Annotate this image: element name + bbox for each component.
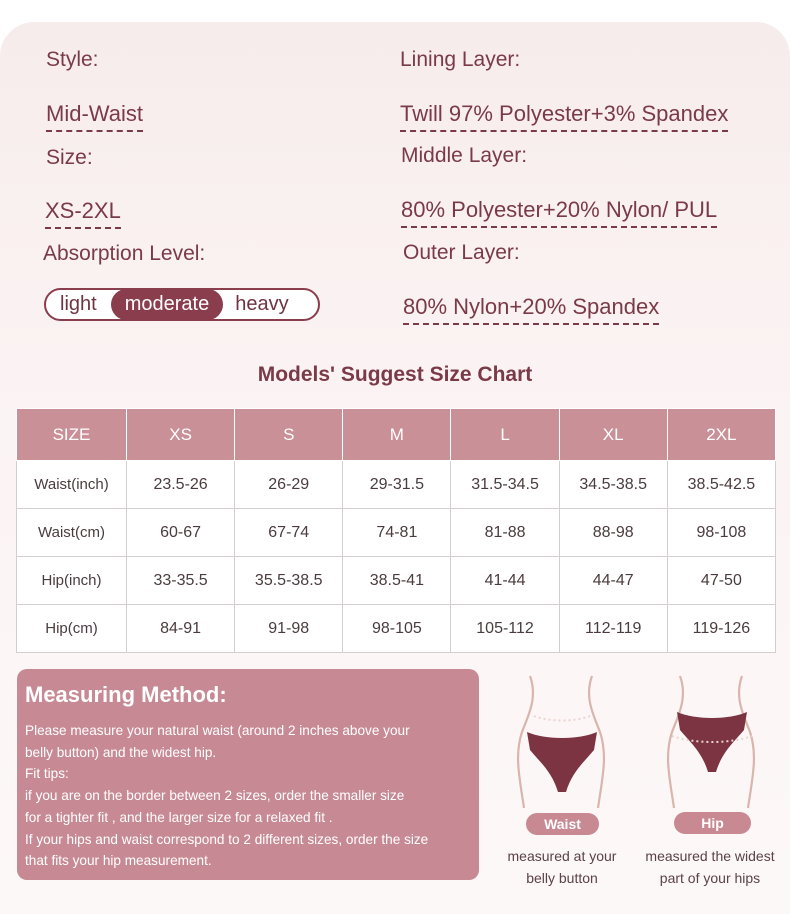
waist-caption-line-2: belly button	[526, 870, 598, 886]
header-m: M	[343, 409, 451, 461]
style-value: Mid-Waist	[46, 101, 143, 132]
row-label: Hip(cm)	[17, 605, 127, 653]
table-cell: 91-98	[235, 605, 343, 653]
outer-layer-label: Outer Layer:	[403, 241, 520, 264]
size-chart-table	[16, 408, 776, 653]
table-cell: 34.5-38.5	[559, 461, 667, 509]
table-cell: 23.5-26	[127, 461, 235, 509]
method-line: belly button) and the widest hip.	[25, 744, 217, 760]
table-cell: 98-108	[667, 509, 775, 557]
table-cell: 33-35.5	[127, 557, 235, 605]
waist-caption	[492, 845, 632, 889]
method-line: Please measure your natural waist (around 2 inches above your	[25, 723, 410, 738]
waist-measure-illustration	[500, 672, 624, 810]
header-2xl: 2XL	[667, 409, 775, 461]
row-label: Waist(cm)	[17, 509, 127, 557]
hip-caption-line-2: part of your hips	[659, 870, 761, 886]
table-cell: 84-91	[127, 605, 235, 653]
hip-caption	[636, 845, 784, 889]
method-line: if you are on the border between 2 sizes, order the smaller size	[25, 788, 405, 804]
table-cell: 67-74	[235, 509, 343, 557]
table-cell: 31.5-34.5	[451, 461, 559, 509]
table-cell: 81-88	[451, 509, 559, 557]
absorption-level-selector	[44, 288, 320, 321]
header-xs: XS	[127, 409, 235, 461]
table-cell: 44-47	[559, 557, 667, 605]
table-cell: 119-126	[667, 605, 775, 653]
waist-tag: Waist	[526, 813, 599, 835]
size-chart-title: Models' Suggest Size Chart	[257, 363, 533, 386]
outer-layer-value: 80% Nylon+20% Spandex	[403, 294, 659, 325]
header-l: L	[451, 409, 559, 461]
method-line: If your hips and waist correspond to 2 different sizes, order the size	[25, 831, 429, 847]
table-cell: 112-119	[559, 605, 667, 653]
table-cell: 88-98	[559, 509, 667, 557]
method-line: for a tighter fit , and the larger size for a relaxed fit .	[25, 809, 333, 825]
table-cell: 60-67	[127, 509, 235, 557]
hip-caption-line-1: measured the widest	[645, 848, 775, 864]
table-cell: 38.5-41	[343, 557, 451, 605]
header-size: SIZE	[17, 409, 127, 461]
method-line: Fit tips:	[25, 766, 69, 782]
row-label: Waist(inch)	[17, 461, 127, 509]
hip-tag: Hip	[674, 812, 751, 834]
table-cell: 29-31.5	[343, 461, 451, 509]
hip-measure-illustration	[650, 672, 774, 810]
table-cell: 105-112	[451, 605, 559, 653]
middle-layer-label: Middle Layer:	[401, 144, 528, 167]
row-label: Hip(inch)	[17, 557, 127, 605]
middle-layer-value: 80% Polyester+20% Nylon/ PUL	[401, 197, 717, 228]
measuring-method-text	[25, 720, 428, 872]
lining-layer-value: Twill 97% Polyester+3% Spandex	[400, 101, 728, 132]
table-row	[17, 461, 776, 509]
table-cell: 26-29	[235, 461, 343, 509]
measuring-method-panel	[17, 669, 479, 880]
measuring-method-title: Measuring Method:	[25, 682, 227, 707]
table-row	[17, 605, 776, 653]
table-row	[17, 509, 776, 557]
lining-layer-label: Lining Layer:	[400, 48, 521, 71]
table-cell: 41-44	[451, 557, 559, 605]
absorption-label: Absorption Level:	[43, 242, 206, 265]
table-cell: 35.5-38.5	[235, 557, 343, 605]
header-xl: XL	[559, 409, 667, 461]
size-value: XS-2XL	[45, 198, 121, 229]
table-cell: 74-81	[343, 509, 451, 557]
table-cell: 38.5-42.5	[667, 461, 775, 509]
table-row	[17, 557, 776, 605]
size-chart-header-row	[17, 409, 776, 461]
size-label: Size:	[46, 146, 93, 169]
absorption-option-light: light	[60, 293, 97, 315]
table-cell: 47-50	[667, 557, 775, 605]
header-s: S	[235, 409, 343, 461]
table-cell: 98-105	[343, 605, 451, 653]
style-label: Style:	[46, 48, 99, 71]
waist-caption-line-1: measured at your	[507, 848, 617, 864]
absorption-option-moderate-selected: moderate	[111, 289, 224, 320]
absorption-option-heavy: heavy	[235, 293, 289, 315]
method-line: that fits your hip measurement.	[25, 853, 212, 869]
